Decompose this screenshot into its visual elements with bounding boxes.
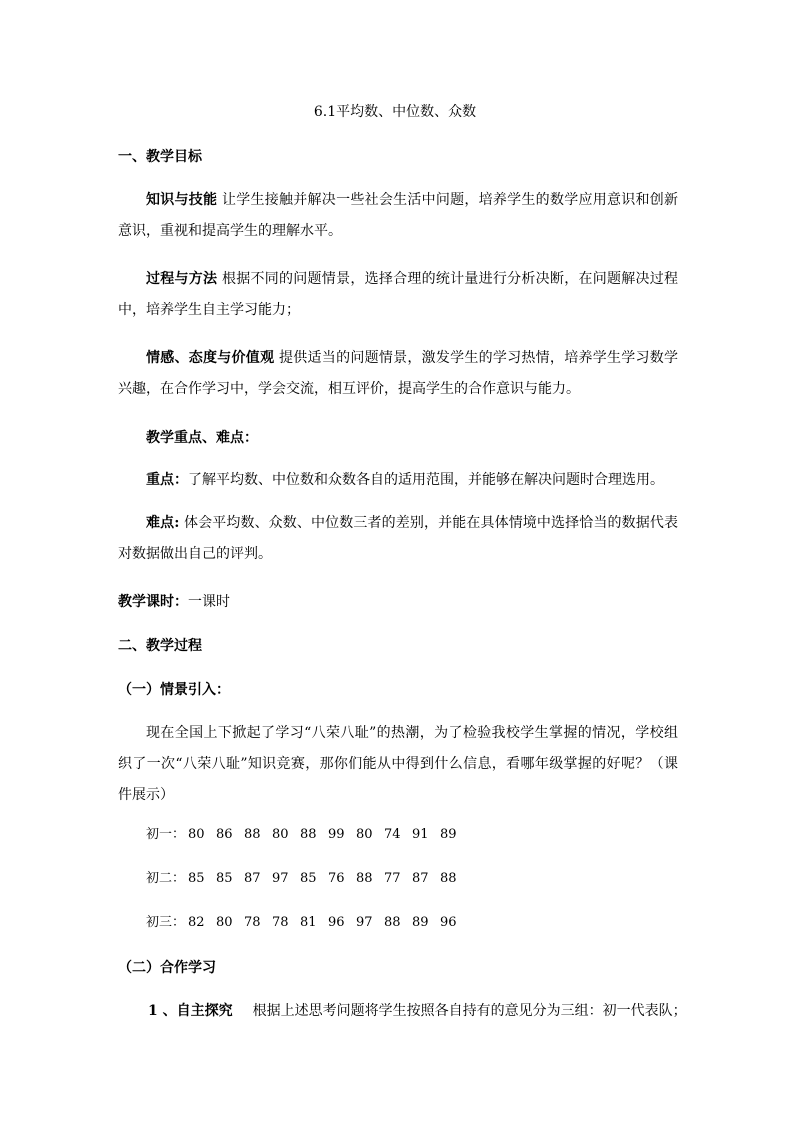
subsection-scenario-intro-heading: （一）情景引入： xyxy=(118,682,230,698)
score-value: 88 xyxy=(384,915,401,930)
score-value: 88 xyxy=(440,871,457,886)
goal-knowledge-skills xyxy=(118,185,678,247)
score-value: 77 xyxy=(384,871,401,886)
score-value: 78 xyxy=(272,915,289,930)
key-point xyxy=(118,465,678,496)
score-value: 87 xyxy=(244,871,261,886)
score-value: 85 xyxy=(188,871,205,886)
key-point-text: 了解平均数、中位数和众数各自的适用范围，并能够在解决问题时合理选用。 xyxy=(188,472,664,488)
difficult-point xyxy=(118,508,678,570)
score-value: 88 xyxy=(244,827,261,842)
score-value: 96 xyxy=(328,915,345,930)
score-value: 86 xyxy=(216,827,233,842)
scores-grade-2-label: 初二： xyxy=(146,871,186,886)
step-self-exploration-label: 1 、自主探究 xyxy=(148,1003,233,1019)
key-point-label: 重点： xyxy=(146,472,188,488)
score-value: 80 xyxy=(272,827,289,842)
scores-grade-3 xyxy=(118,913,678,933)
goal-process-method-label: 过程与方法 xyxy=(146,271,218,287)
goal-emotion-attitude-label: 情感、态度与价值观 xyxy=(146,350,275,366)
score-value: 80 xyxy=(188,827,205,842)
score-value: 74 xyxy=(384,827,401,842)
key-difficult-points-heading: 教学重点、难点： xyxy=(146,430,258,446)
goal-knowledge-skills-label: 知识与技能 xyxy=(146,192,218,208)
score-value: 88 xyxy=(356,871,373,886)
score-value: 97 xyxy=(272,871,289,886)
document-page xyxy=(118,100,687,1021)
score-value: 80 xyxy=(356,827,373,842)
difficult-point-label: 难点: xyxy=(146,515,180,531)
score-value: 97 xyxy=(356,915,373,930)
goal-emotion-attitude-text: 提供适当的问题情景，激发学生的学习热情，培养学生学习数学兴趣，在合作学习中，学会交流，相互评价，提高学生的合作意识与能力。 xyxy=(118,350,679,397)
score-value: 99 xyxy=(328,827,345,842)
lesson-time xyxy=(118,592,678,612)
score-value: 89 xyxy=(412,915,429,930)
document-title: 6.1平均数、中位数、众数 xyxy=(313,104,477,120)
step-self-exploration-text: 根据上述思考问题将学生按照各自持有的意见分为三组：初一代表队； xyxy=(252,1003,687,1019)
goal-process-method-text: 根据不同的问题情景，选择合理的统计量进行分析决断，在问题解决过程中，培养学生自主学习能力； xyxy=(118,271,679,318)
goal-process-method xyxy=(118,264,678,326)
section-teaching-goals-heading: 一、教学目标 xyxy=(118,149,202,165)
subsection-cooperative-learning-heading: （二）合作学习 xyxy=(118,960,216,976)
score-value: 85 xyxy=(300,871,317,886)
score-value: 85 xyxy=(216,871,233,886)
scores-grade-1 xyxy=(118,825,678,845)
goal-knowledge-skills-text: 让学生接触并解决一些社会生活中问题，培养学生的数学应用意识和创新意识，重视和提高学生的理解水平。 xyxy=(118,192,679,239)
step-self-exploration xyxy=(118,1001,687,1021)
score-value: 87 xyxy=(412,871,429,886)
goal-emotion-attitude xyxy=(118,343,678,405)
scores-grade-1-label: 初一： xyxy=(146,827,186,842)
scores-grade-2 xyxy=(118,869,678,889)
section-teaching-process-heading: 二、教学过程 xyxy=(118,638,202,654)
score-value: 80 xyxy=(216,915,233,930)
score-value: 88 xyxy=(300,827,317,842)
score-value: 76 xyxy=(328,871,345,886)
score-value: 82 xyxy=(188,915,205,930)
score-value: 78 xyxy=(244,915,261,930)
score-value: 81 xyxy=(300,915,317,930)
score-value: 91 xyxy=(412,827,429,842)
score-value: 89 xyxy=(440,827,457,842)
lesson-time-label: 教学课时： xyxy=(118,594,188,610)
scores-grade-3-label: 初三： xyxy=(146,915,186,930)
lesson-time-text: 一课时 xyxy=(188,594,230,610)
intro-paragraph: 现在全国上下掀起了学习“八荣八耻”的热潮，为了检验我校学生掌握的情况，学校组织了一次“八荣八耻”知识竞赛，那你们能从中得到什么信息，看哪年级掌握的好呢？（课件展示） xyxy=(118,725,678,803)
score-value: 96 xyxy=(440,915,457,930)
difficult-point-text: 体会平均数、众数、中位数三者的差别，并能在具体情境中选择恰当的数据代表对数据做出自己的评判。 xyxy=(118,515,678,562)
